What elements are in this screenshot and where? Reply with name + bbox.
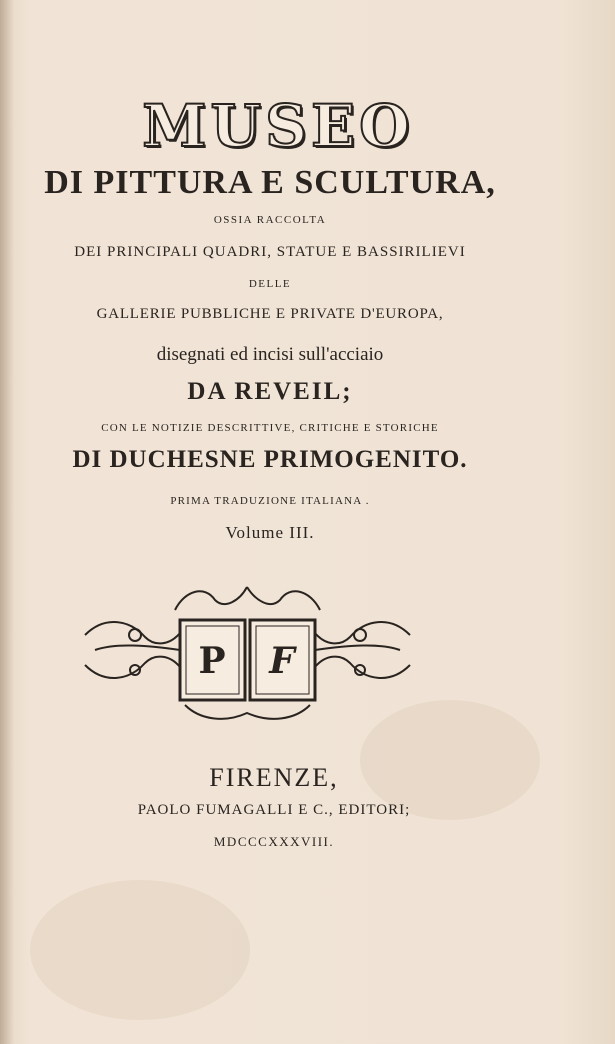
book-subtitle: DI PITTURA E SCULTURA, xyxy=(44,164,496,201)
line-principali: DEI PRINCIPALI QUADRI, STATUE E BASSIRILIEVI xyxy=(74,244,466,260)
line-gallerie: GALLERIE PUBBLICHE E PRIVATE D'EUROPA, xyxy=(96,306,444,322)
line-delle: DELLE xyxy=(248,278,292,290)
volume-label: Volume III. xyxy=(225,523,315,542)
paper-stain xyxy=(30,880,250,1020)
line-duchesne: DI DUCHESNE PRIMOGENITO. xyxy=(72,446,468,473)
line-notizie: CON LE NOTIZIE DESCRITTIVE, CRITICHE E STORICHE xyxy=(101,422,439,434)
publication-date: MDCCCXXXVIII. xyxy=(213,834,335,849)
book-title: MUSEO xyxy=(142,92,414,160)
line-disegnati: disegnati ed incisi sull'acciaio xyxy=(156,344,384,365)
publisher-device-icon xyxy=(75,575,420,730)
publication-place: FIRENZE, xyxy=(209,763,339,792)
line-ossia: OSSIA RACCOLTA xyxy=(213,214,327,226)
line-traduzione: PRIMA TRADUZIONE ITALIANA . xyxy=(170,495,370,507)
line-reveil: DA REVEIL; xyxy=(187,378,353,405)
ornament-letter-left: P xyxy=(198,640,226,682)
publisher-name: PAOLO FUMAGALLI E C., EDITORI; xyxy=(137,802,411,818)
ornament-letter-right: F xyxy=(269,640,295,682)
